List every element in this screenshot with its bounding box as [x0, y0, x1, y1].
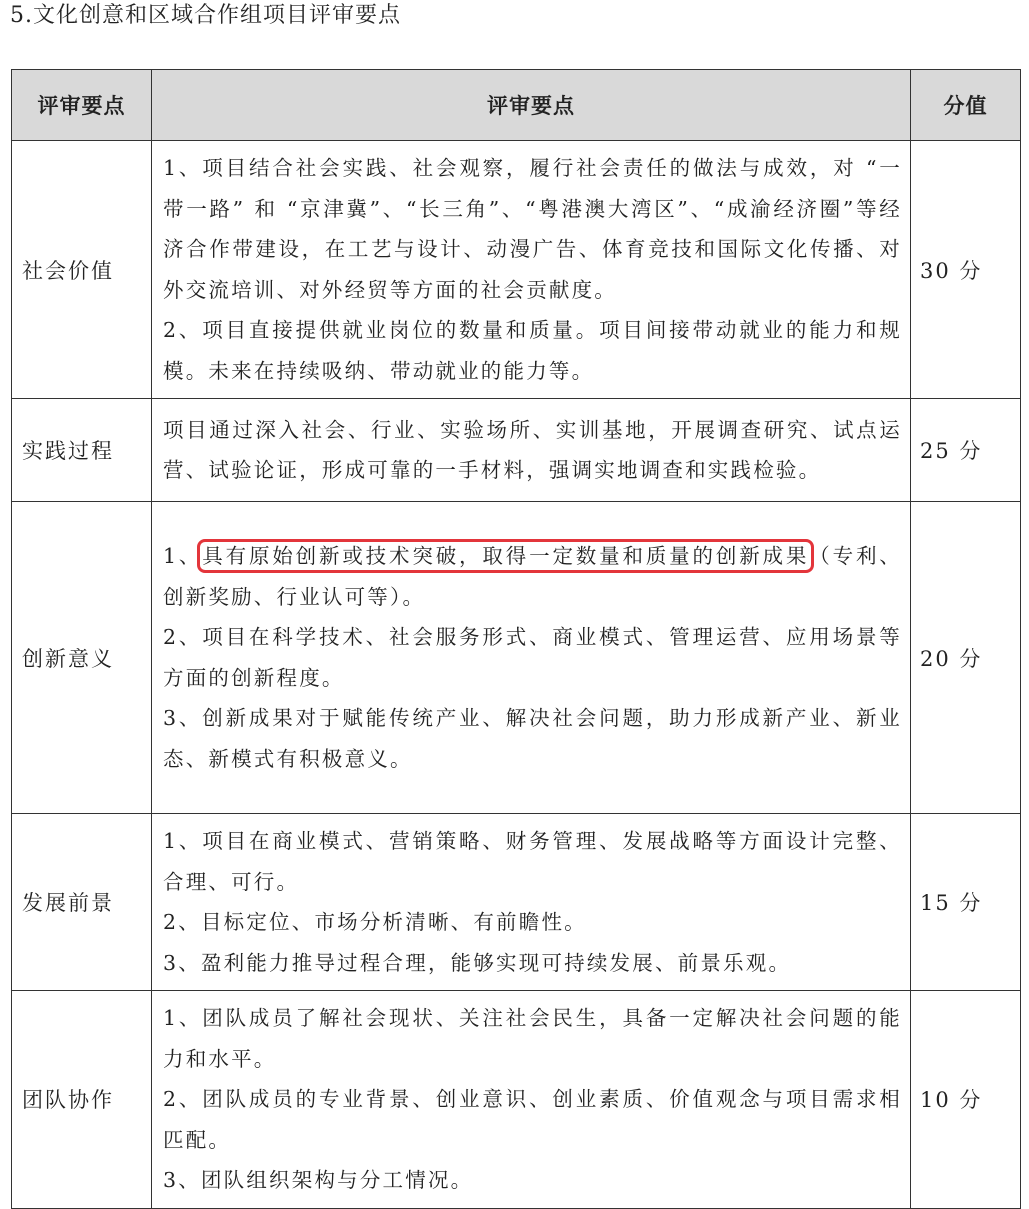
criterion-item: 3、创新成果对于赋能传统产业、解决社会问题，助力形成新产业、新业态、新模式有积极意义。 [163, 706, 902, 771]
table-row [12, 814, 1021, 991]
header-criteria: 评审要点 [12, 70, 152, 141]
table-row [12, 141, 1021, 399]
criterion-score: 10 分 [911, 991, 1021, 1209]
criterion-name: 社会价值 [12, 141, 152, 399]
criterion-name: 发展前景 [12, 814, 152, 991]
item-suffix: （专利、创新奖励、行业认可等）。 [163, 544, 902, 609]
criterion-item: 1、项目结合社会实践、社会观察，履行社会责任的做法与成效，对 “一带一路” 和 “京津冀”、“长三角”、“粤港澳大湾区”、“成渝经济圈”等经济合作带建设，在工艺与设计、动漫广告、体育竞技和国际文化传播、对外交流培训、对外经贸等方面的社会贡献度。 [163, 156, 902, 302]
table-row [12, 502, 1021, 814]
criterion-details [152, 991, 911, 1209]
table-row [12, 399, 1021, 502]
table-header-row [12, 70, 1021, 141]
criterion-item: 2、项目直接提供就业岗位的数量和质量。项目间接带动就业的能力和规模。未来在持续吸纳、带动就业的能力等。 [163, 318, 902, 383]
criterion-score: 25 分 [911, 399, 1021, 502]
highlighted-text: 具有原始创新或技术突破，取得一定数量和质量的创新成果 [202, 544, 810, 568]
criterion-item: 2、目标定位、市场分析清晰、有前瞻性。 [163, 910, 587, 934]
item-prefix: 1、 [163, 544, 203, 568]
criterion-item: 3、团队组织架构与分工情况。 [163, 1168, 474, 1192]
criterion-score: 15 分 [911, 814, 1021, 991]
criterion-details [152, 814, 911, 991]
criterion-item: 2、项目在科学技术、社会服务形式、商业模式、管理运营、应用场景等方面的创新程度。 [163, 625, 902, 690]
criterion-name: 实践过程 [12, 399, 152, 502]
criterion-item: 3、盈利能力推导过程合理，能够实现可持续发展、前景乐观。 [163, 950, 792, 975]
criterion-item: 1、团队成员了解社会现状、关注社会民生，具备一定解决社会问题的能力和水平。 [163, 1006, 902, 1071]
criterion-item: 2、团队成员的专业背景、创业意识、创业素质、价值观念与项目需求相匹配。 [163, 1087, 902, 1152]
criterion-item [163, 536, 902, 617]
criterion-details [152, 399, 911, 502]
section-heading: 5.文化创意和区域合作组项目评审要点 [10, 3, 401, 28]
criterion-score: 20 分 [911, 502, 1021, 814]
review-criteria-table [11, 69, 1021, 1209]
header-score: 分值 [911, 70, 1021, 141]
criterion-details [152, 502, 911, 814]
header-details: 评审要点 [152, 70, 911, 141]
criterion-item: 1、项目在商业模式、营销策略、财务管理、发展战略等方面设计完整、合理、可行。 [163, 829, 902, 894]
criterion-score: 30 分 [911, 141, 1021, 399]
criterion-item: 项目通过深入社会、行业、实验场所、实训基地，开展调查研究、试点运营、试验论证，形成可靠的一手材料，强调实地调查和实践检验。 [163, 417, 902, 482]
criterion-name: 团队协作 [12, 991, 152, 1209]
table-row [12, 991, 1021, 1209]
criterion-details [152, 141, 911, 399]
criterion-name: 创新意义 [12, 502, 152, 814]
